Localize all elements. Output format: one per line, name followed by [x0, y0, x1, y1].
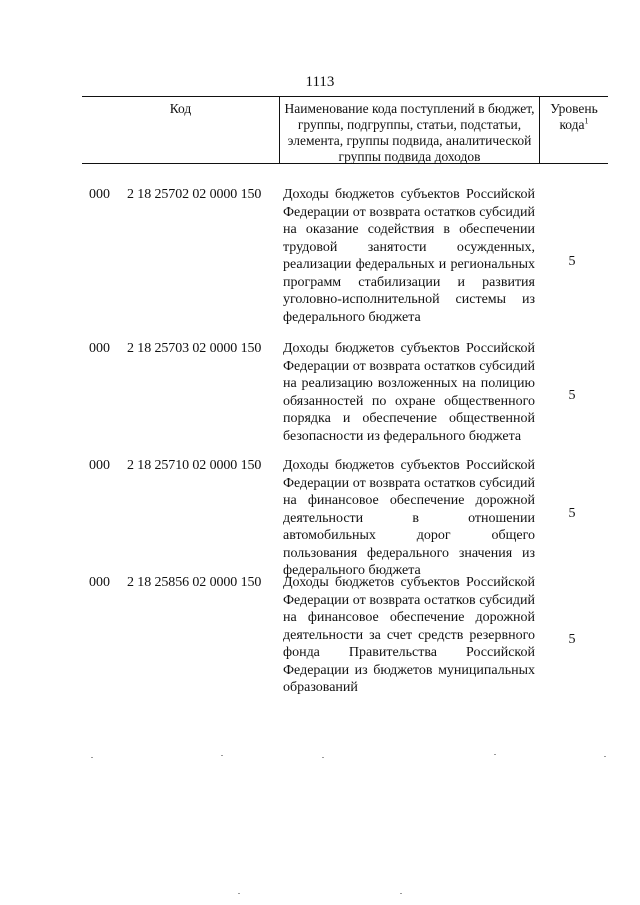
- header-level-footnote: 1: [584, 116, 589, 126]
- code-level: 5: [568, 632, 576, 647]
- revenue-name: Доходы бюджетов субъектов Российской Федерации от возврата остатков субсидий на финансовое обеспечение дорожной деятельности в отношении автомобильных дорог общего пользования федерального значения из федерального бюджета: [283, 458, 535, 578]
- header-code: Код: [169, 101, 192, 116]
- scan-speck: [604, 756, 606, 757]
- admin-code: 000: [89, 458, 110, 473]
- revenue-name: Доходы бюджетов субъектов Российской Федерации от возврата остатков субсидий на финансовое обеспечение дорожной деятельности за счет средств резервного фонда Правительства Российской Федерации из бюджетов муниципальных образований: [283, 575, 535, 695]
- header-level-label: Уровень кода: [550, 101, 598, 132]
- scan-speck: [322, 757, 324, 758]
- revenue-name: Доходы бюджетов субъектов Российской Федерации от возврата остатков субсидий на оказание содействия в обеспечении трудовой занятости осужденных, реализации федеральных и региональных программ стабилизации и развития уголовно-исполнительной системы из федерального бюджета: [283, 187, 535, 325]
- revenue-code: 2 18 25710 02 0000 150: [127, 458, 262, 473]
- revenue-name: Доходы бюджетов субъектов Российской Федерации от возврата остатков субсидий на реализацию возложенных на полицию обязанностей по охране общественного порядка и обеспечение общественной безопасности из федерального бюджета: [283, 341, 535, 444]
- code-level: 5: [568, 254, 576, 269]
- code-level: 5: [568, 506, 576, 521]
- code-level: 5: [568, 388, 576, 403]
- scan-speck: [238, 893, 240, 894]
- admin-code: 000: [89, 341, 110, 356]
- scan-speck: [221, 755, 223, 756]
- table-header: [82, 96, 608, 164]
- header-name: Наименование кода поступлений в бюджет, группы, подгруппы, статьи, подстатьи, элемента, группы подвида, аналитической группы подвида доходов: [279, 97, 540, 163]
- scan-speck: [91, 757, 93, 758]
- scan-speck: [400, 893, 402, 894]
- admin-code: 000: [89, 575, 110, 590]
- revenue-code: 2 18 25856 02 0000 150: [127, 575, 262, 590]
- header-level: [540, 97, 608, 163]
- admin-code: 000: [89, 187, 110, 202]
- scan-speck: [494, 754, 496, 755]
- revenue-code: 2 18 25702 02 0000 150: [127, 187, 262, 202]
- revenue-code: 2 18 25703 02 0000 150: [127, 341, 262, 356]
- page-number: 1113: [305, 74, 335, 90]
